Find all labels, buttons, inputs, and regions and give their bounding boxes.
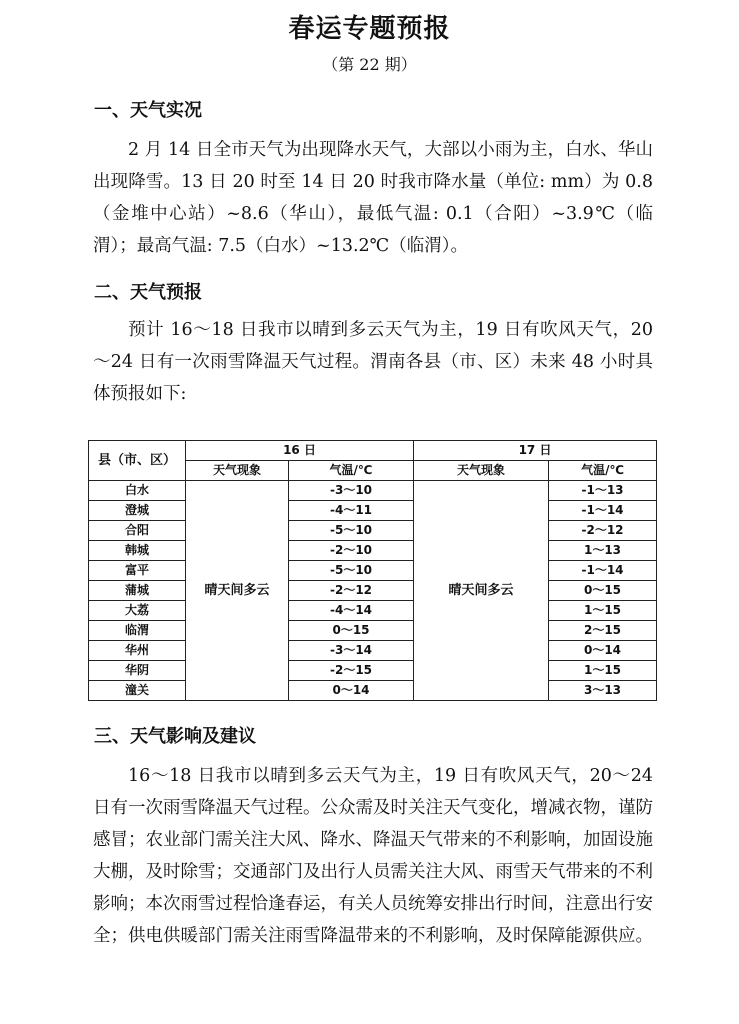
- day1-phenomenon: 晴天间多云: [186, 481, 289, 701]
- table-row: [89, 661, 657, 681]
- day1-temp: -2～12: [289, 581, 414, 601]
- day1-temp: -2～15: [289, 661, 414, 681]
- page-title: 春运专题预报: [288, 14, 451, 44]
- county-name: 潼关: [89, 681, 186, 701]
- day2-phenomenon-header: 天气现象: [414, 461, 549, 481]
- county-name: 大荔: [89, 601, 186, 621]
- day1-temp: 0～14: [289, 681, 414, 701]
- table-row: [89, 521, 657, 541]
- weather-forecast-text: 预计 16～18 日我市以晴到多云天气为主，19 日有吹风天气，20～24 日有一次雨雪降温天气过程。渭南各县（市、区）未来 48 小时具体预报如下:: [93, 320, 653, 404]
- impact-advice-text: 16～18 日我市以晴到多云天气为主，19 日有吹风天气，20～24 日有一次雨雪降温天气过程。公众需及时关注天气变化，增减衣物，谨防感冒；农业部门需关注大风、降水、降温天气带来的不利影响，加固设施大棚，及时除雪；交通部门及出行人员需关注大风、雨雪天气带来的不利影响；本次雨雪过程恰逢春运，有关人员统筹安排出行时间，注意出行安全；供电供暖部门需关注雨雪降温带来的不利影响，及时保障能源供应。: [93, 766, 653, 946]
- county-name: 蒲城: [89, 581, 186, 601]
- day1-temp-header: 气温/℃: [289, 461, 414, 481]
- weather-observation-text: 2 月 14 日全市天气为出现降水天气，大部以小雨为主，白水、华山出现降雪。13 日 20 时至 14 日 20 时我市降水量（单位: mm）为 0.8（金堆中心站）~8.6（华山），最低气温: 0.1（合阳）~3.9℃（临渭）；最高气温: 7.5（白水）~13.2℃（临渭）。: [93, 140, 653, 256]
- county-header: 县（市、区）: [89, 441, 186, 481]
- day2-temp: -1～14: [549, 501, 657, 521]
- table-row: [89, 681, 657, 701]
- forecast-table: [88, 440, 657, 701]
- day2-header: 17 日: [414, 441, 657, 461]
- section-heading-weather-observation: 一、天气实况: [94, 100, 202, 121]
- day1-temp: -5～10: [289, 561, 414, 581]
- county-name: 临渭: [89, 621, 186, 641]
- day1-temp: -2～10: [289, 541, 414, 561]
- day2-temp: 0～15: [549, 581, 657, 601]
- table-row: [89, 501, 657, 521]
- county-name: 华阴: [89, 661, 186, 681]
- table-row: [89, 561, 657, 581]
- day2-phenomenon: 晴天间多云: [414, 481, 549, 701]
- day1-temp: -3～14: [289, 641, 414, 661]
- day2-temp: 1～13: [549, 541, 657, 561]
- day2-temp: 0～14: [549, 641, 657, 661]
- day1-temp: 0～15: [289, 621, 414, 641]
- table-row: [89, 621, 657, 641]
- day2-temp-header: 气温/℃: [549, 461, 657, 481]
- day2-temp: 1～15: [549, 601, 657, 621]
- section-heading-impact-advice: 三、天气影响及建议: [94, 726, 256, 747]
- table-row: [89, 581, 657, 601]
- day2-temp: 2～15: [549, 621, 657, 641]
- table-row: [89, 541, 657, 561]
- county-name: 澄城: [89, 501, 186, 521]
- day1-phenomenon-header: 天气现象: [186, 461, 289, 481]
- table-row: [89, 601, 657, 621]
- day1-temp: -4～14: [289, 601, 414, 621]
- county-name: 华州: [89, 641, 186, 661]
- day2-temp: -2～12: [549, 521, 657, 541]
- county-name: 合阳: [89, 521, 186, 541]
- day2-temp: 3～13: [549, 681, 657, 701]
- day1-temp: -3～10: [289, 481, 414, 501]
- day2-temp: -1～13: [549, 481, 657, 501]
- county-name: 白水: [89, 481, 186, 501]
- day2-temp: 1～15: [549, 661, 657, 681]
- day1-temp: -4～11: [289, 501, 414, 521]
- table-row: [89, 641, 657, 661]
- county-name: 富平: [89, 561, 186, 581]
- day1-temp: -5～10: [289, 521, 414, 541]
- day2-temp: -1～14: [549, 561, 657, 581]
- section-heading-weather-forecast: 二、天气预报: [94, 282, 202, 303]
- table-row: [89, 481, 657, 501]
- issue-number: （第 22 期）: [322, 55, 417, 74]
- day1-header: 16 日: [186, 441, 414, 461]
- county-name: 韩城: [89, 541, 186, 561]
